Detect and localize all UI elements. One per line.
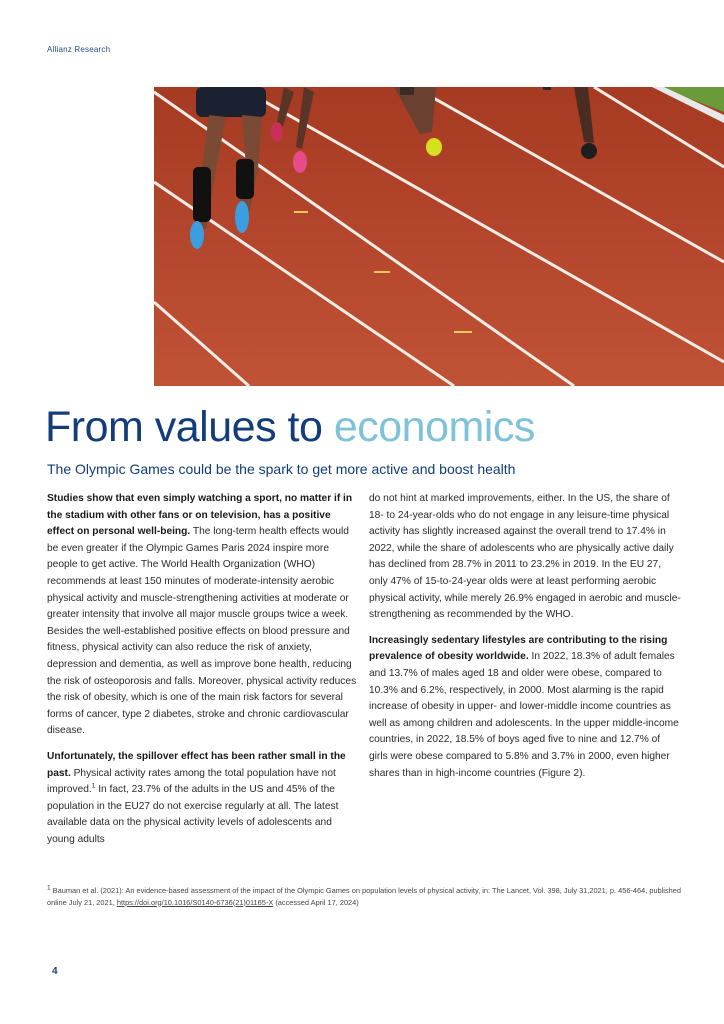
footnote-suffix: (accessed April 17, 2024) (273, 897, 359, 907)
paragraph-lead: Increasingly sedentary lifestyles are contributing to the rising prevalence of obesity worldwide. (369, 634, 668, 663)
paragraph-text: Physical activity rates among the total population have not improved. (47, 767, 336, 796)
paragraph-text: In fact, 23.7% of the adults in the US and 45% of the population in the EU27 do not exercise regularly at all. The latest available data on the physical activity levels of adolescents and young adults (47, 784, 339, 845)
paragraph (47, 491, 359, 740)
title-highlight-part: economics (333, 403, 535, 451)
paragraph (47, 749, 359, 849)
page-title (45, 399, 535, 455)
footnote-ref[interactable]: 1 (91, 782, 96, 790)
paragraph-lead: Studies show that even simply watching a sport, no matter if in the stadium with other fans or on television, has a positive effect on personal well-being. (47, 493, 353, 538)
left-column (47, 491, 359, 857)
footnote-number: 1 (47, 884, 51, 892)
paragraph-text: In 2022, 18.3% of adult females and 13.7% of males aged 18 and older were obese, compared to 10.3% and 6.2%, respectively, in 2000. Most alarming is the rapid increase of obesity in upper- and lower-middle income countries as well as among children and adolescents. In the upper middle-income countries, in 2022, 18.5% of boys aged five to nine and 12.7% of girls were obese compared to 5.8% and 3.7% in 2000, even higher shares than in high-income countries (Figure 2). (369, 651, 679, 779)
footnote (47, 885, 687, 908)
running-track-illustration (154, 87, 724, 386)
paragraph: do not hint at marked improvements, either. In the US, the share of 18- to 24-year-olds who do not engage in any leisure-time physical activity has slightly increased against the overall trend to 17.4% in 2022, while the share of adolescents who are physically active daily has declined from 28.7% in 2011 to 23.2% in 2019. In the EU 27, only 47% of 15-to-24-year olds were at least performing aerobic physical activity, while merely 26.9% engaged in aerobic and muscle-strengthening as recommended by the WHO. (369, 493, 681, 621)
footnote-text: Bauman et al. (2021): An evidence-based assessment of the impact of the Olympic Games on population levels of physical activity, in: The Lancet, Vol. 398, July 31,2021, p. 456-464, published online July 21, 2021, (47, 886, 681, 907)
right-column (369, 491, 681, 791)
title-dark-part: From values to (45, 403, 323, 451)
paragraph-lead: Unfortunately, the spillover effect has been rather small in the past. (47, 750, 346, 779)
paragraph (369, 633, 681, 782)
header-brand: Allianz Research (47, 45, 111, 54)
footnote-doi-link[interactable]: https://doi.org/10.1016/S0140-6736(21)01165-X (116, 897, 274, 907)
hero-image (154, 87, 724, 386)
paragraph-text: The long-term health effects would be even greater if the Olympic Games Paris 2024 inspire more people to get active. The World Health Organization (WHO) recommends at least 150 minutes of moderate-intensity aerobic physical activity and muscle-strengthening activities at moderate or greater intensity that involve all major muscle groups twice a week. Besides the well-established positive effects on blood pressure and fitness, physical activity can also reduce the risk of anxiety, depression and dementia, as well as improve bone health, reducing the risk of osteoporosis and falls. Moreover, physical activity reduces the risk of obesity, which is one of the main risk factors for several forms of cancer, type 2 diabetes, stroke and chronic cardiovascular disease. (47, 526, 357, 737)
page-number: 4 (52, 966, 58, 977)
page-subtitle: The Olympic Games could be the spark to get more active and boost health (47, 461, 516, 477)
